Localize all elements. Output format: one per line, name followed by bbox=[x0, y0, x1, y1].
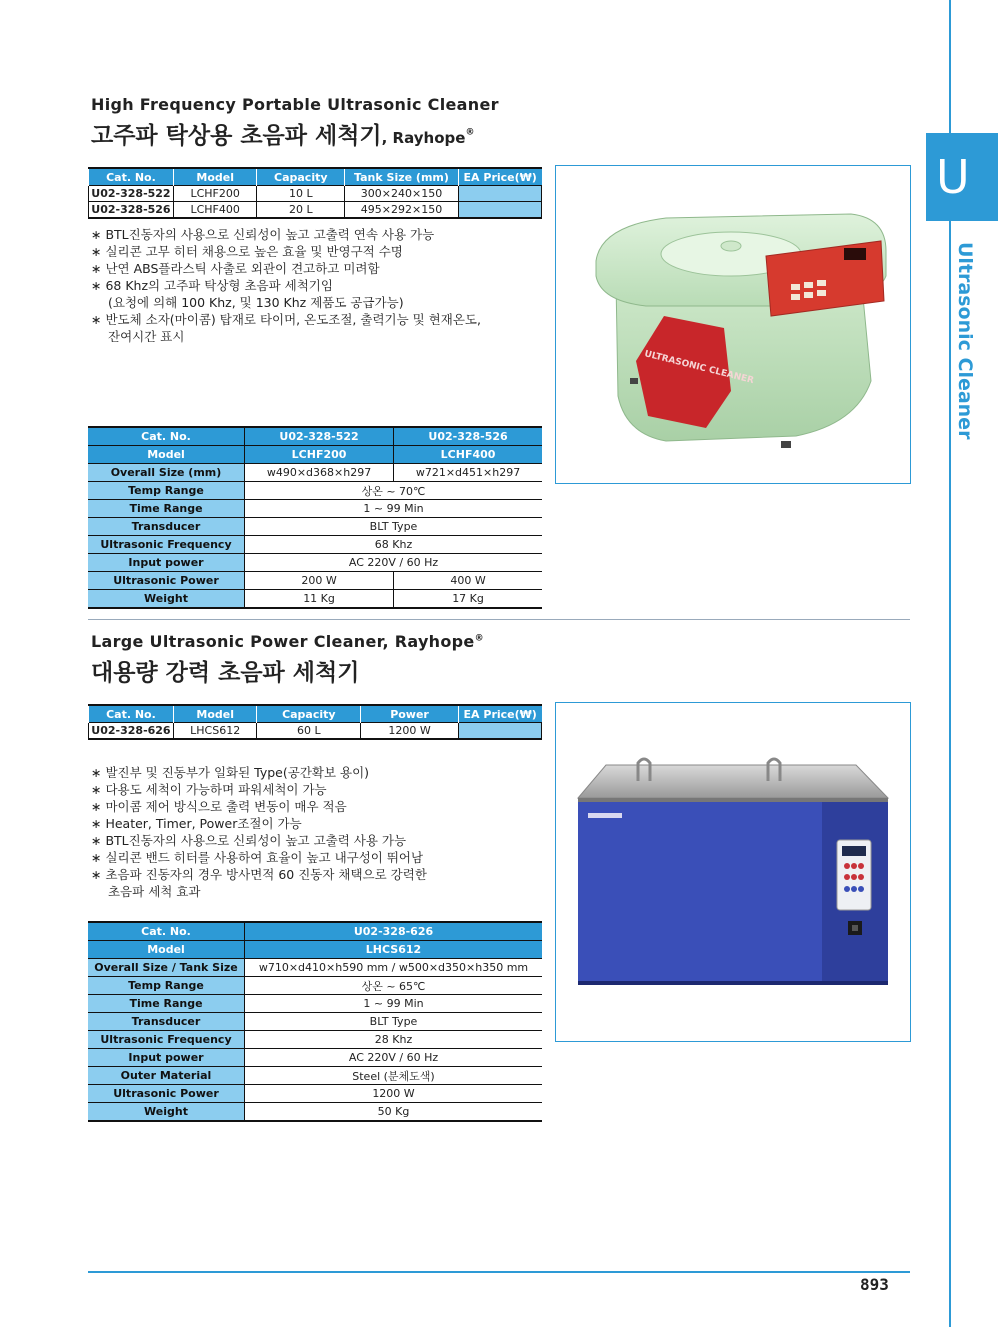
cell: 50 Kg bbox=[245, 1103, 543, 1122]
side-category bbox=[948, 242, 978, 442]
col-power: Power bbox=[361, 705, 459, 723]
table-row bbox=[88, 995, 542, 1013]
table-row bbox=[88, 941, 542, 959]
cell: 11 Kg bbox=[245, 590, 394, 609]
list-item: ∗ BTL진동자의 사용으로 신뢰성이 높고 고출력 사용 가능 bbox=[91, 833, 407, 848]
product1-title-ko: 고주파 탁상용 초음파 세척기 bbox=[91, 123, 382, 149]
cell: LHCS612 bbox=[245, 941, 543, 959]
product2-reg: ® bbox=[474, 633, 484, 644]
order-header-row bbox=[89, 705, 542, 723]
list-item: ∗ 68 Khz의 고주파 탁상형 초음파 세척기임 bbox=[91, 278, 333, 293]
col-price: EA Price(₩) bbox=[458, 705, 541, 723]
table-row bbox=[88, 1103, 542, 1122]
col-cat: Cat. No. bbox=[89, 168, 174, 186]
spec-label: Weight bbox=[88, 590, 245, 609]
table-row bbox=[88, 1013, 542, 1031]
price-cell bbox=[458, 202, 541, 219]
cell: LCHF400 bbox=[173, 202, 257, 219]
list-item: ∗ 마이콤 제어 방식으로 출력 변동이 매우 적음 bbox=[91, 799, 347, 814]
cell: U02-328-526 bbox=[89, 202, 174, 219]
product2-title-en-wrap bbox=[91, 632, 484, 651]
spec-label: Ultrasonic Power bbox=[88, 1085, 245, 1103]
product1-title-en: High Frequency Portable Ultrasonic Cleaner bbox=[91, 95, 499, 114]
cell: LCHF400 bbox=[394, 446, 542, 464]
cell: LHCS612 bbox=[173, 723, 257, 740]
table-row bbox=[88, 1049, 542, 1067]
page-number: 893 bbox=[860, 1275, 889, 1294]
side-category-label: Ultrasonic Cleaner bbox=[954, 242, 976, 440]
cell: U02-328-526 bbox=[394, 427, 542, 446]
product1-photo bbox=[555, 165, 911, 484]
product2-spec-table bbox=[88, 921, 542, 1122]
cell: AC 220V / 60 Hz bbox=[245, 1049, 543, 1067]
cell: U02-328-626 bbox=[89, 723, 174, 740]
col-capacity: Capacity bbox=[257, 705, 361, 723]
spec-label: Outer Material bbox=[88, 1067, 245, 1085]
cell: 1200 W bbox=[245, 1085, 543, 1103]
section-divider bbox=[88, 619, 910, 620]
col-tank: Tank Size (mm) bbox=[345, 168, 459, 186]
portable-cleaner-illustration bbox=[556, 166, 910, 483]
list-item: ∗ 난연 ABS플라스틱 사출로 외관이 견고하고 미려함 bbox=[91, 261, 380, 276]
product1-features bbox=[91, 226, 551, 345]
section-tab: U bbox=[926, 133, 998, 221]
table-row bbox=[88, 482, 542, 500]
cell: 17 Kg bbox=[394, 590, 542, 609]
product1-brand: , Rayhope bbox=[381, 129, 466, 147]
cell: 상온 ~ 70℃ bbox=[245, 482, 543, 500]
cell: Steel (분체도색) bbox=[245, 1067, 543, 1085]
spec-label: Model bbox=[88, 941, 245, 959]
product1-order-table bbox=[88, 167, 542, 219]
cell: BLT Type bbox=[245, 518, 543, 536]
list-item: ∗ 초음파 진동자의 경우 방사면적 60 진동자 채택으로 강력한 bbox=[91, 867, 427, 882]
photo-label: ULTRASONIC CLEANER bbox=[643, 349, 755, 387]
table-row bbox=[88, 1067, 542, 1085]
table-row bbox=[88, 464, 542, 482]
cell: 1 ~ 99 Min bbox=[245, 500, 543, 518]
cell: w710×d410×h590 mm / w500×d350×h350 mm bbox=[245, 959, 543, 977]
table-row bbox=[88, 427, 542, 446]
col-cat: Cat. No. bbox=[89, 705, 174, 723]
spec-label: Cat. No. bbox=[88, 427, 245, 446]
product1-reg: ® bbox=[465, 127, 475, 138]
cell: LCHF200 bbox=[173, 186, 257, 202]
cell: 300×240×150 bbox=[345, 186, 459, 202]
product2-title-en: Large Ultrasonic Power Cleaner, Rayhope bbox=[91, 632, 475, 651]
spec-label: Temp Range bbox=[88, 977, 245, 995]
table-row bbox=[88, 554, 542, 572]
table-row bbox=[89, 186, 542, 202]
spec-label: Time Range bbox=[88, 995, 245, 1013]
cell: 495×292×150 bbox=[345, 202, 459, 219]
table-row bbox=[88, 572, 542, 590]
spec-label: Overall Size / Tank Size bbox=[88, 959, 245, 977]
list-item: ∗ 실리콘 밴드 히터를 사용하여 효율이 높고 내구성이 뛰어남 bbox=[91, 850, 424, 865]
list-item: 잔여시간 표시 bbox=[108, 329, 185, 344]
table-row bbox=[88, 590, 542, 609]
cell: 60 L bbox=[257, 723, 361, 740]
product2-features bbox=[91, 764, 551, 900]
cell: BLT Type bbox=[245, 1013, 543, 1031]
product1-spec-table bbox=[88, 426, 542, 609]
cell: w490×d368×h297 bbox=[245, 464, 394, 482]
spec-label: Time Range bbox=[88, 500, 245, 518]
col-price: EA Price(₩) bbox=[458, 168, 541, 186]
cell: 상온 ~ 65℃ bbox=[245, 977, 543, 995]
table-row bbox=[88, 536, 542, 554]
list-item: (요청에 의해 100 Khz, 및 130 Khz 제품도 공급가능) bbox=[108, 295, 404, 310]
spec-label: Temp Range bbox=[88, 482, 245, 500]
list-item: 초음파 세척 효과 bbox=[108, 884, 201, 899]
product2-photo bbox=[555, 702, 911, 1042]
table-row bbox=[88, 446, 542, 464]
price-cell bbox=[458, 186, 541, 202]
cell: 400 W bbox=[394, 572, 542, 590]
spec-label: Ultrasonic Frequency bbox=[88, 536, 245, 554]
table-row bbox=[88, 922, 542, 941]
spec-label: Input power bbox=[88, 1049, 245, 1067]
footer-rule bbox=[88, 1271, 910, 1273]
cell: 200 W bbox=[245, 572, 394, 590]
cell: w721×d451×h297 bbox=[394, 464, 542, 482]
list-item: ∗ Heater, Timer, Power조절이 가능 bbox=[91, 816, 302, 831]
spec-label: Transducer bbox=[88, 1013, 245, 1031]
list-item: ∗ 실리콘 고무 히터 채용으로 높은 효율 및 반영구적 수명 bbox=[91, 244, 403, 259]
large-cleaner-illustration bbox=[556, 703, 910, 1041]
table-row bbox=[88, 1085, 542, 1103]
col-model: Model bbox=[173, 168, 257, 186]
table-row bbox=[88, 500, 542, 518]
cell: LCHF200 bbox=[245, 446, 394, 464]
cell: 1200 W bbox=[361, 723, 459, 740]
cell: 20 L bbox=[257, 202, 345, 219]
price-cell bbox=[458, 723, 541, 740]
cell: 10 L bbox=[257, 186, 345, 202]
spec-label: Overall Size (mm) bbox=[88, 464, 245, 482]
cell: 28 Khz bbox=[245, 1031, 543, 1049]
list-item: ∗ BTL진동자의 사용으로 신뢰성이 높고 고출력 연속 사용 가능 bbox=[91, 227, 435, 242]
col-model: Model bbox=[173, 705, 257, 723]
spec-label: Ultrasonic Frequency bbox=[88, 1031, 245, 1049]
spec-label: Input power bbox=[88, 554, 245, 572]
product1-title-ko-wrap bbox=[91, 117, 474, 150]
cell: U02-328-626 bbox=[245, 922, 543, 941]
list-item: ∗ 반도체 소자(마이콤) 탑재로 타이머, 온도조절, 출력기능 및 현재온도, bbox=[91, 312, 481, 327]
cell: AC 220V / 60 Hz bbox=[245, 554, 543, 572]
cell: 1 ~ 99 Min bbox=[245, 995, 543, 1013]
spec-label: Weight bbox=[88, 1103, 245, 1122]
table-row bbox=[89, 202, 542, 219]
order-header-row bbox=[89, 168, 542, 186]
spec-label: Ultrasonic Power bbox=[88, 572, 245, 590]
table-row bbox=[88, 977, 542, 995]
cell: U02-328-522 bbox=[89, 186, 174, 202]
cell: 68 Khz bbox=[245, 536, 543, 554]
table-row bbox=[88, 1031, 542, 1049]
list-item: ∗ 발진부 및 진동부가 일화된 Type(공간확보 용이) bbox=[91, 765, 370, 780]
list-item: ∗ 다용도 세척이 가능하며 파워세척이 가능 bbox=[91, 782, 327, 797]
spec-label: Transducer bbox=[88, 518, 245, 536]
table-row bbox=[89, 723, 542, 740]
product2-title-ko: 대용량 강력 초음파 세척기 bbox=[91, 660, 360, 686]
col-capacity: Capacity bbox=[257, 168, 345, 186]
table-row bbox=[88, 959, 542, 977]
spec-label: Cat. No. bbox=[88, 922, 245, 941]
cell: U02-328-522 bbox=[245, 427, 394, 446]
product2-order-table bbox=[88, 704, 542, 740]
spec-label: Model bbox=[88, 446, 245, 464]
table-row bbox=[88, 518, 542, 536]
